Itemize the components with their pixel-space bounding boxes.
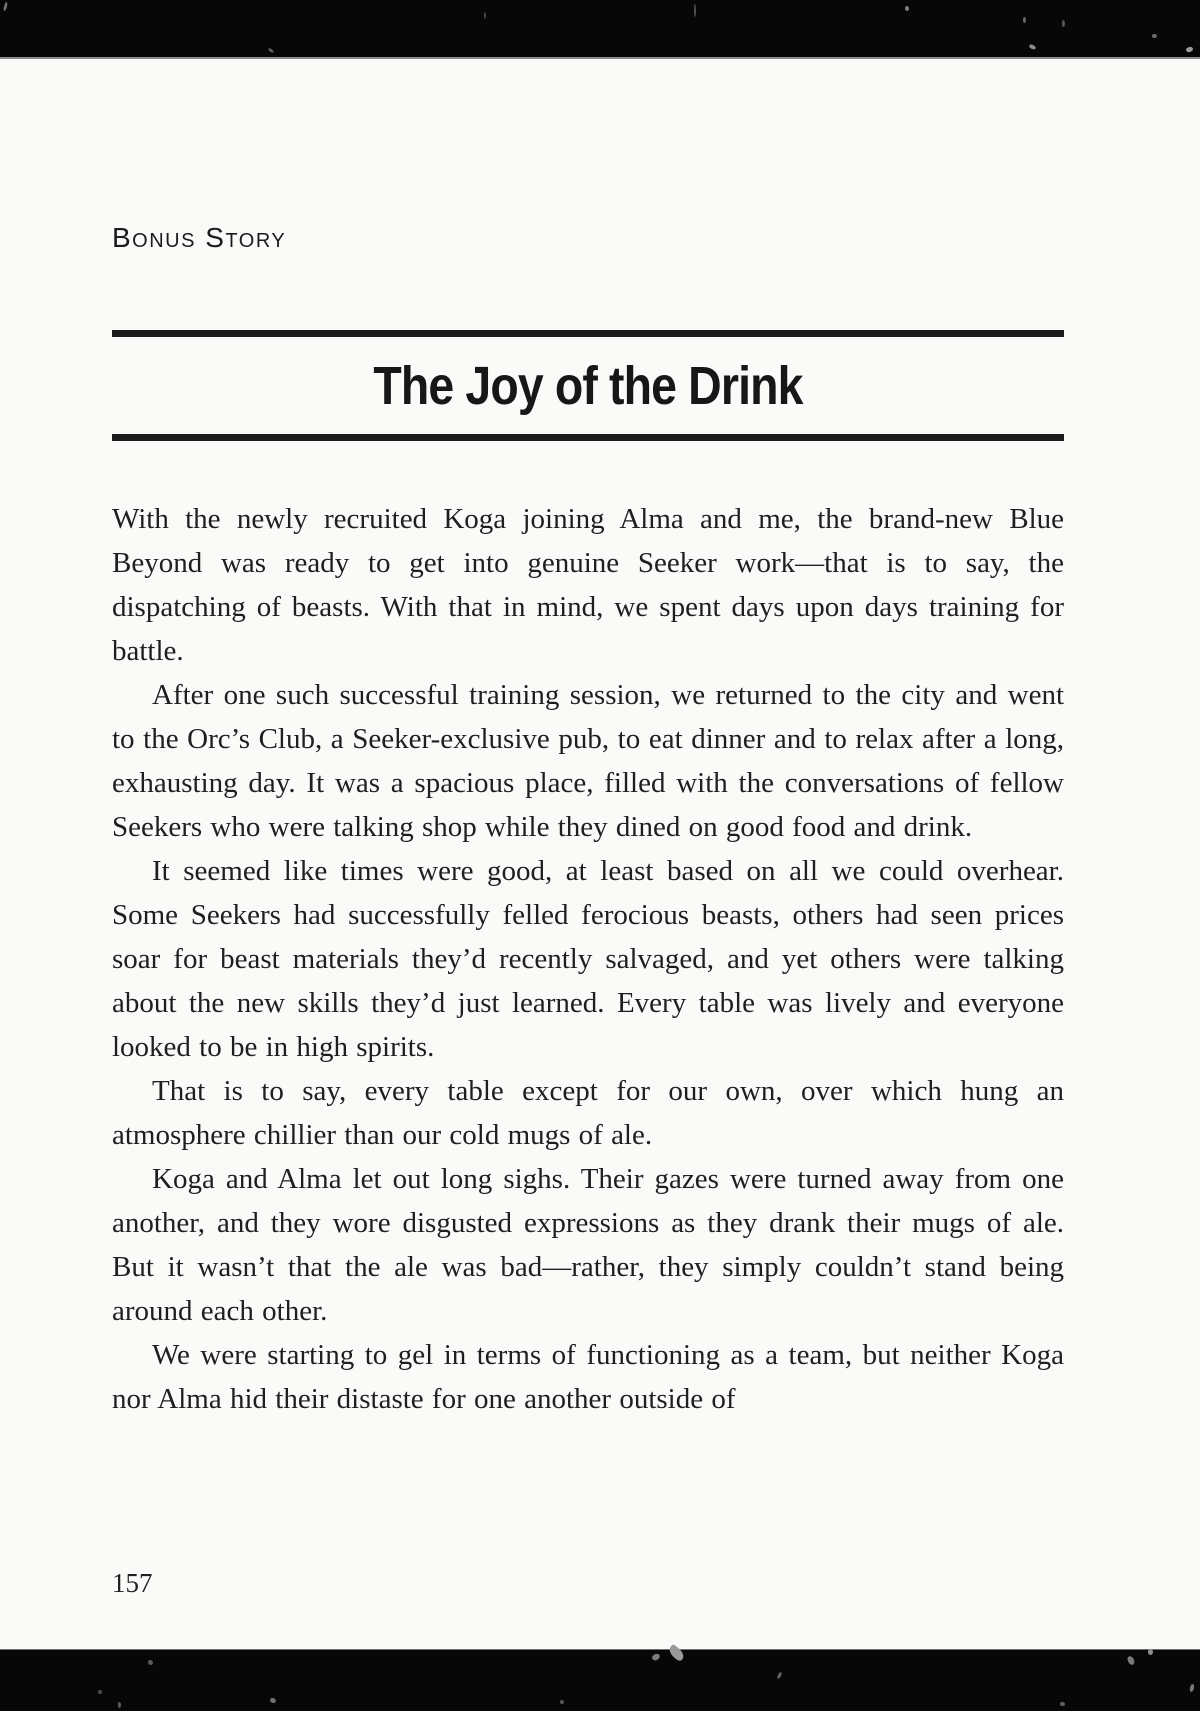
story-body <box>112 497 1064 1421</box>
story-paragraph: Koga and Alma let out long sighs. Their gazes were turned away from one another, and they wore disgusted expressions as they drank their mugs of ale. But it wasn’t that the ale was bad—rather, they simply couldn’t stand being around each other. <box>112 1163 1064 1327</box>
scan-artifact <box>1060 1702 1065 1706</box>
story-paragraph: We were starting to gel in terms of functioning as a team, but neither Koga nor Alma hid their distaste for one another outside of <box>112 1339 1064 1415</box>
scan-artifact <box>667 1644 686 1663</box>
scan-artifact <box>98 1690 102 1694</box>
scan-artifact <box>148 1660 153 1665</box>
title-rule-bottom <box>112 434 1064 441</box>
story-paragraph: It seemed like times were good, at least based on all we could overhear. Some Seekers had successfully felled ferocious beasts, others had seen prices soar for beast materials they’d recently salvaged, and yet others were talking about the new skills they’d just learned. Every table was lively and everyone looked to be in high spirits. <box>112 855 1064 1063</box>
page-number: 157 <box>112 1568 153 1598</box>
scan-artifact <box>1023 17 1026 23</box>
story-paragraph: With the newly recruited Koga joining Alma and me, the brand-new Blue Beyond was ready to get into genuine Seeker work—that is to say, the dispatching of beasts. With that in mind, we spent days upon days training for battle. <box>112 503 1064 667</box>
scan-artifact <box>651 1652 661 1661</box>
scan-artifact <box>1152 34 1157 38</box>
scan-artifact <box>118 1702 121 1708</box>
scan-artifact <box>268 48 275 54</box>
scan-bar-top <box>0 0 1200 59</box>
scan-artifact <box>560 1700 564 1704</box>
scan-artifact <box>3 2 8 11</box>
scan-artifact <box>484 12 486 19</box>
scan-artifact <box>1189 1684 1195 1693</box>
scan-artifact <box>1148 1649 1153 1655</box>
section-kicker: Bonus Story <box>112 222 287 253</box>
scan-artifact <box>1062 20 1065 27</box>
chapter-title: The Joy of the Drink <box>373 355 803 416</box>
scan-artifact <box>1126 1655 1135 1666</box>
chapter-title-block <box>112 330 1064 441</box>
scan-artifact <box>269 1697 276 1704</box>
story-paragraph: After one such successful training session, we returned to the city and went to the Orc’s Club, a Seeker-exclusive pub, to eat dinner and to relax after a long, exhausting day. It was a spacious place, filled with the conversations of fellow Seekers who were talking shop while they dined on good food and drink. <box>112 679 1064 843</box>
story-paragraph: That is to say, every table except for our own, over which hung an atmosphere chillier than our cold mugs of ale. <box>112 1075 1064 1151</box>
scan-artifact <box>694 4 696 17</box>
scan-bar-bottom <box>0 1649 1200 1711</box>
scan-artifact <box>776 1672 782 1680</box>
scan-artifact <box>905 6 909 11</box>
scan-artifact <box>1028 44 1036 51</box>
scan-artifact <box>1185 46 1193 53</box>
title-rule-top <box>112 330 1064 337</box>
